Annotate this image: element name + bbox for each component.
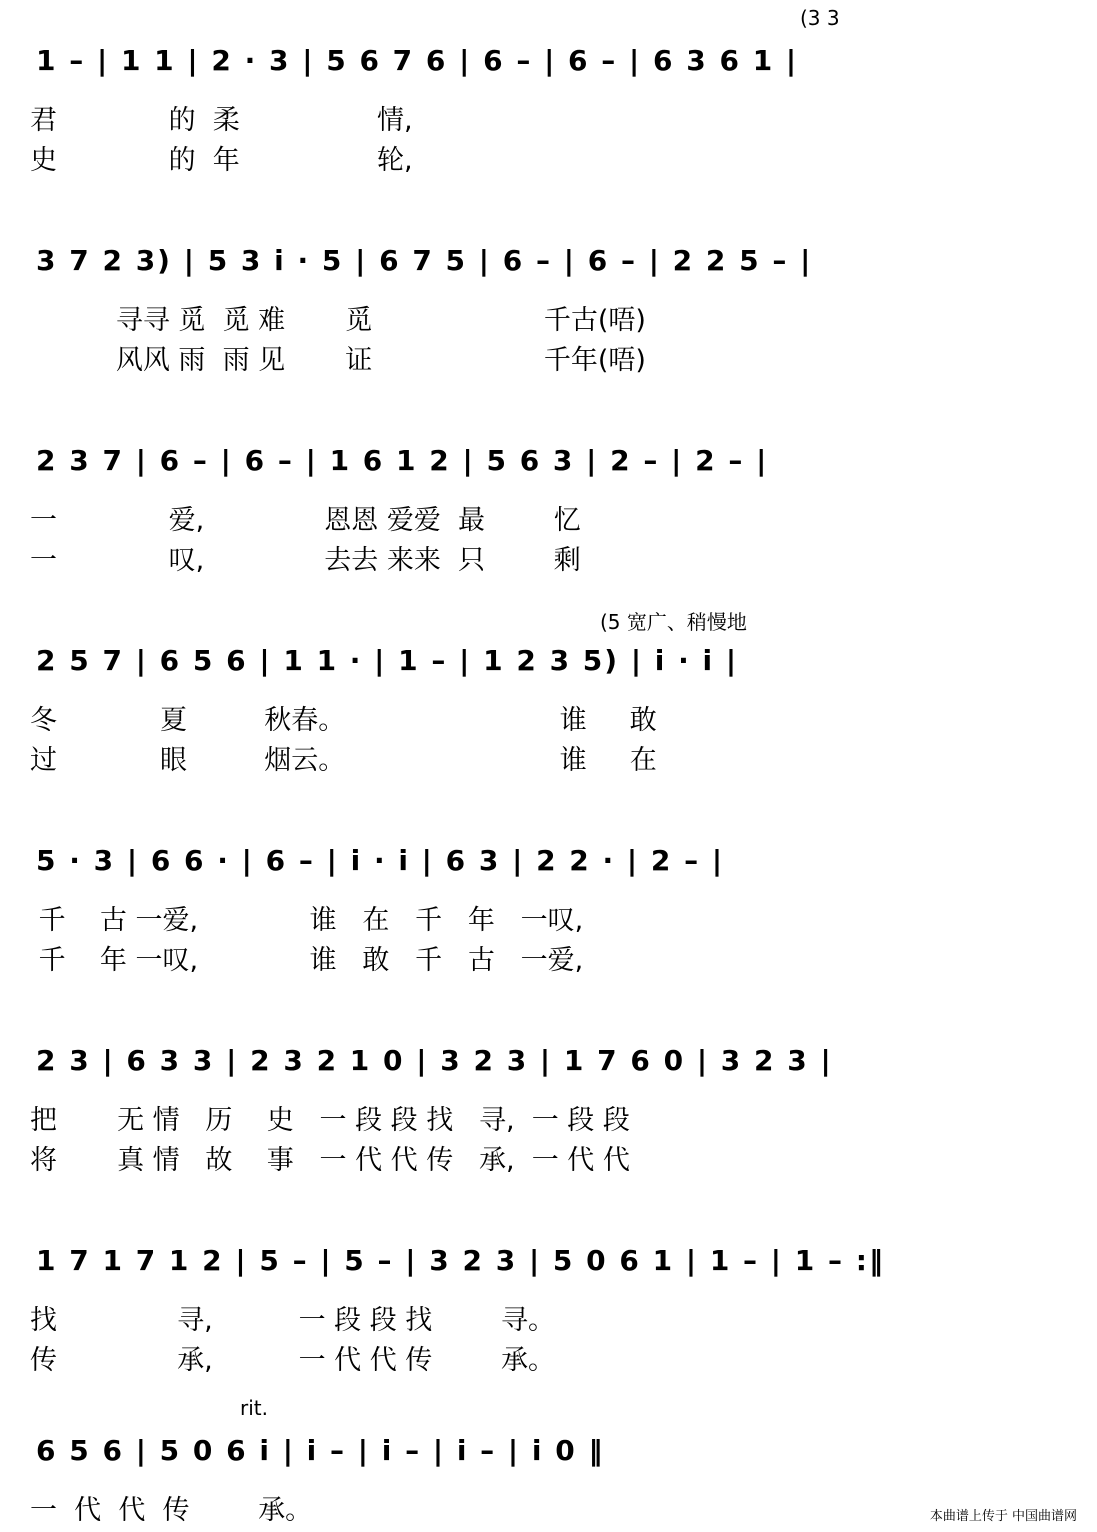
notation-line: 2 5 7 | 6 5 6 | 1 1 · | 1 – | 1 2 3 5) | i · i | (36, 644, 739, 677)
lyric-line-2: 千 年 一叹, 谁 敢 千 古 一爱, (30, 945, 584, 976)
lyric-line-1: 找 寻, 一 段 段 找 寻。 (30, 1305, 555, 1336)
lyric-line-2: 传 承, 一 代 代 传 承。 (30, 1345, 555, 1376)
lyric-line-1: 千 古 一爱, 谁 在 千 年 一叹, (30, 905, 584, 936)
lyric-line-1: 把 无 情 历 史 一 段 段 找 寻, 一 段 段 (30, 1105, 630, 1136)
annotation: (5 宽广、稍慢地 (600, 610, 747, 634)
notation-line: 1 7 1 7 1 2 | 5 – | 5 – | 3 2 3 | 5 0 6 1 | 1 – | 1 – :‖ (36, 1244, 885, 1277)
lyric-line-2: 过 眼 烟云。 谁 在 (30, 745, 657, 776)
lyric-line-2: 将 真 情 故 事 一 代 代 传 承, 一 代 代 (30, 1145, 630, 1176)
lyric-line-1: 寻寻 觅 觅 难 觅 千古(唔) (30, 305, 646, 336)
lyric-line-2: 史 的 年 轮, (30, 145, 413, 176)
lyric-line-1: 一 爱, 恩恩 爱爱 最 忆 (30, 505, 581, 536)
annotation: (3 3 (800, 6, 840, 30)
notation-line: 5 · 3 | 6 6 · | 6 – | i · i | 6 3 | 2 2 · | 2 – | (36, 844, 725, 877)
annotation: rit. (240, 1396, 268, 1420)
lyric-line-2: 一 叹, 去去 来来 只 剩 (30, 545, 581, 576)
lyric-line-1: 君 的 柔 情, (30, 105, 413, 136)
watermark-footer: 本曲谱上传于 中国曲谱网 (929, 1509, 1077, 1524)
notation-line: 2 3 7 | 6 – | 6 – | 1 6 1 2 | 5 6 3 | 2 – | 2 – | (36, 444, 769, 477)
lyric-line-1: 一 代 代 传 承。 (30, 1495, 313, 1526)
lyric-line-2: 风风 雨 雨 见 证 千年(唔) (30, 345, 646, 376)
notation-line: 1 – | 1 1 | 2 · 3 | 5 6 7 6 | 6 – | 6 – | 6 3 6 1 | (36, 44, 799, 77)
lyric-line-1: 冬 夏 秋春。 谁 敢 (30, 705, 657, 736)
notation-line: 6 5 6 | 5 0 6 i | i – | i – | i – | i 0 ‖ (36, 1434, 605, 1467)
notation-line: 3 7 2 3) | 5 3 i · 5 | 6 7 5 | 6 – | 6 – | 2 2 5 – | (36, 244, 813, 277)
notation-line: 2 3 | 6 3 3 | 2 3 2 1 0 | 3 2 3 | 1 7 6 0 | 3 2 3 | (36, 1044, 833, 1077)
